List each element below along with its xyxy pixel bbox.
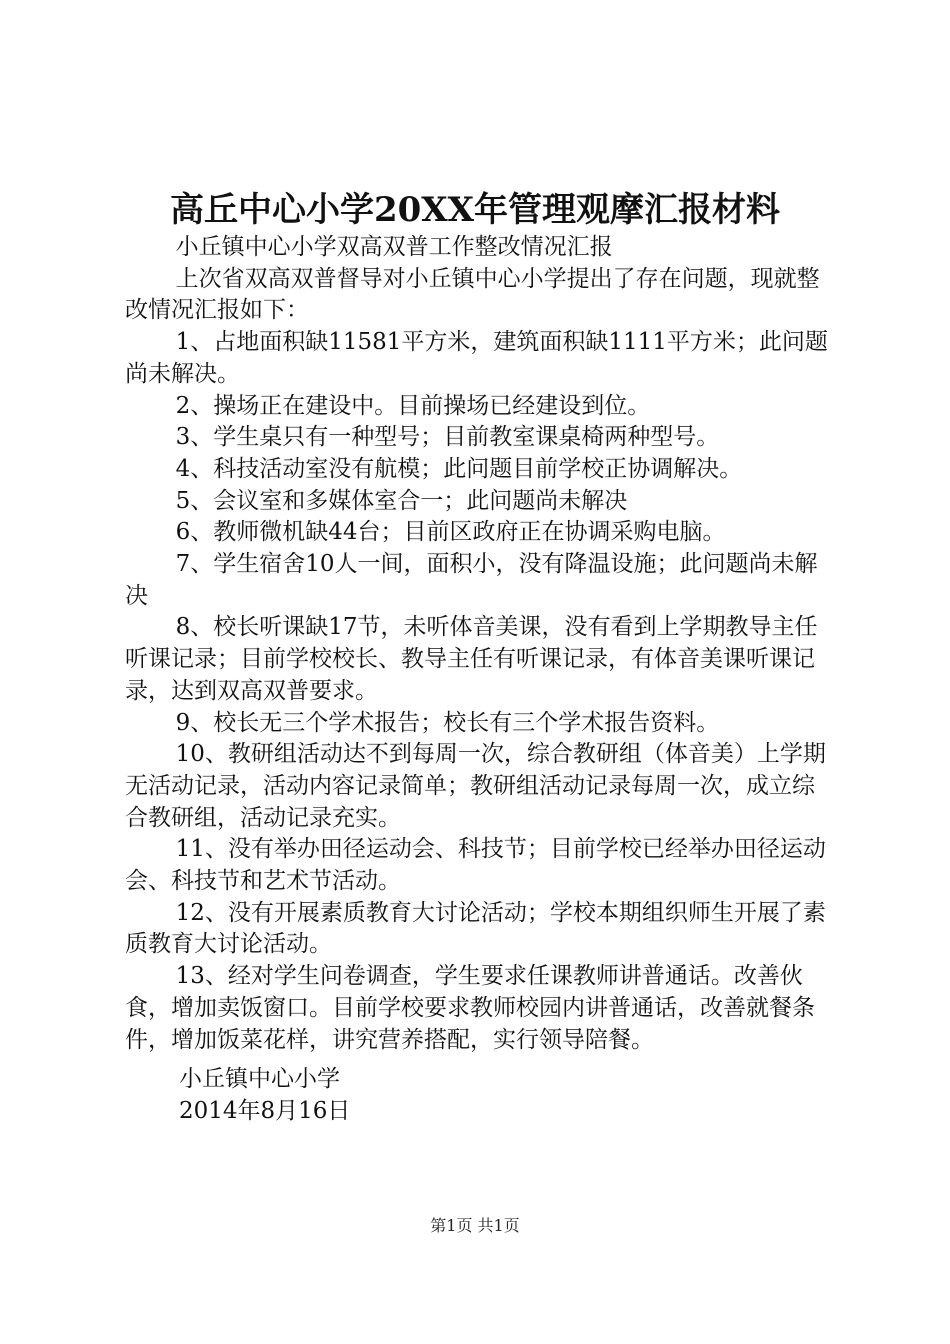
paragraph-item-8: 8、校长听课缺17节，未听体音美课，没有看到上学期教导主任听课记录；目前学校校长、教导主任有听课记录，有体音美课听课记录，达到双高双普要求。 <box>125 614 818 704</box>
signature-date: 2014年8月16日 <box>179 1098 351 1124</box>
paragraph-item-1: 1、占地面积缺11581平方米，建筑面积缺1111平方米；此问题尚未解决。 <box>125 329 828 387</box>
paragraph-item-10: 10、教研组活动达不到每周一次，综合教研组（体音美）上学期无活动记录，活动内容记录简单；教研组活动记录每周一次，成立综合教研组，活动记录充实。 <box>125 741 826 831</box>
paragraph-item-5: 5、会议室和多媒体室合一；此问题尚未解决 <box>175 487 628 514</box>
paragraph-item-6: 6、教师微机缺44台；目前区政府正在协调采购电脑。 <box>175 519 726 546</box>
paragraph-intro: 上次省双高双普督导对小丘镇中心小学提出了存在问题，现就整改情况汇报如下： <box>125 265 820 324</box>
signature-organization: 小丘镇中心小学 <box>179 1066 340 1092</box>
paragraph-item-3: 3、学生桌只有一种型号；目前教室课桌椅两种型号。 <box>175 424 720 451</box>
paragraph-item-11: 11、没有举办田径运动会、科技节；目前学校已经举办田径运动会、科技节和艺术节活动。 <box>125 836 826 895</box>
paragraph-item-7: 7、学生宿舍10人一间，面积小，没有降温设施；此问题尚未解决 <box>125 551 818 609</box>
document-title: 高丘中心小学20XX年管理观摩汇报材料 <box>169 190 781 230</box>
paragraph-item-9: 9、校长无三个学术报告；校长有三个学术报告资料。 <box>175 709 720 736</box>
paragraph-item-4: 4、科技活动室没有航模；此问题目前学校正协调解决。 <box>175 455 743 482</box>
paragraph-subtitle: 小丘镇中心小学双高双普工作整改情况汇报 <box>175 234 613 260</box>
paragraph-item-12: 12、没有开展素质教育大讨论活动；学校本期组织师生开展了素质教育大讨论活动。 <box>125 899 826 958</box>
document-body <box>125 232 835 1056</box>
paragraph-item-13: 13、经对学生问卷调查，学生要求任课教师讲普通话。改善伙食，增加卖饭窗口。目前学校要求教师校园内讲普通话，改善就餐条件，增加饭菜花样，讲究营养搭配，实行领导陪餐。 <box>125 963 815 1053</box>
page-footer: 第1页 共1页 <box>430 1216 520 1235</box>
paragraph-item-2: 2、操场正在建设中。目前操场已经建设到位。 <box>175 392 651 419</box>
